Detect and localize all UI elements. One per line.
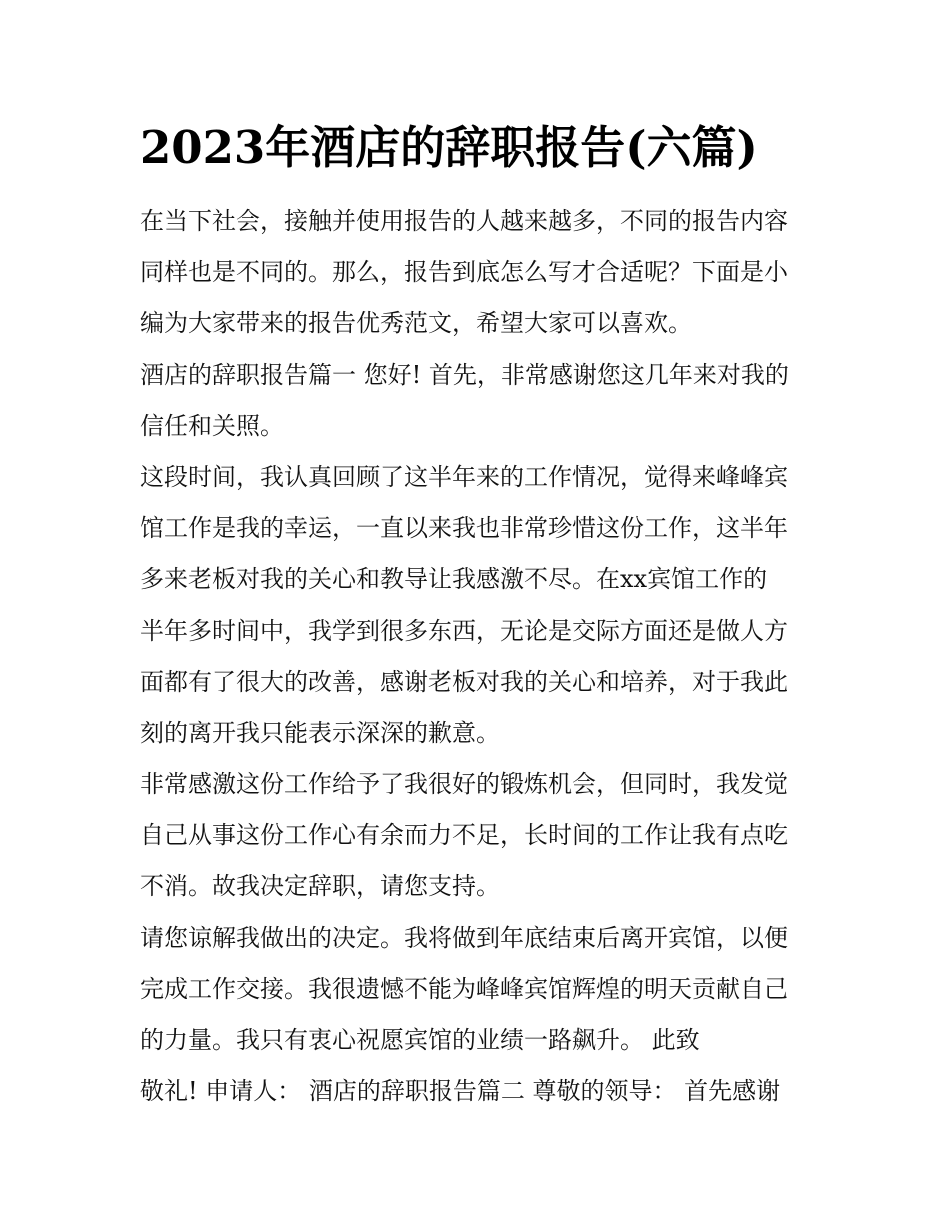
text-line: 半年多时间中，我学到很多东西，无论是交际方面还是做人方 [140,616,788,645]
text-line: 面都有了很大的改善，感谢老板对我的关心和培养，对于我此 [140,667,788,696]
text-line: 请您谅解我做出的决定。我将做到年底结束后离开宾馆，以便 [140,923,788,952]
text-line: 的力量。我只有衷心祝愿宾馆的业绩一路飙升。 此致 [140,1026,700,1054]
text-line: 同样也是不同的。那么，报告到底怎么写才合适呢？下面是小 [140,258,788,287]
text-line: 刻的离开我只能表示深深的歉意。 [140,718,500,747]
text-line: 酒店的辞职报告篇一 您好! 首先，非常感谢您这几年来对我的 [140,360,789,389]
text-line: 敬礼! 申请人： 酒店的辞职报告篇二 尊敬的领导： 首先感谢 [140,1077,781,1106]
text-line: 信任和关照。 [140,411,284,440]
text-line: 这段时间，我认真回顾了这半年来的工作情况，觉得来峰峰宾 [140,462,788,491]
text-line: 完成工作交接。我很遗憾不能为峰峰宾馆辉煌的明天贡献自己 [140,974,788,1003]
text-line: 自己从事这份工作心有余而力不足，长时间的工作让我有点吃 [140,821,788,850]
document-body [140,196,820,1117]
text-line: 非常感激这份工作给予了我很好的锻炼机会，但同时，我发觉 [140,770,788,799]
text-line: 馆工作是我的幸运，一直以来我也非常珍惜这份工作，这半年 [140,514,788,543]
text-line: 多来老板对我的关心和教导让我感激不尽。在xx宾馆工作的 [140,565,768,594]
text-line: 编为大家带来的报告优秀范文，希望大家可以喜欢。 [140,309,692,338]
document-title: 2023年酒店的辞职报告(六篇) [140,121,758,174]
text-line: 在当下社会，接触并使用报告的人越来越多，不同的报告内容 [140,207,788,235]
text-line: 不消。故我决定辞职，请您支持。 [140,872,500,901]
